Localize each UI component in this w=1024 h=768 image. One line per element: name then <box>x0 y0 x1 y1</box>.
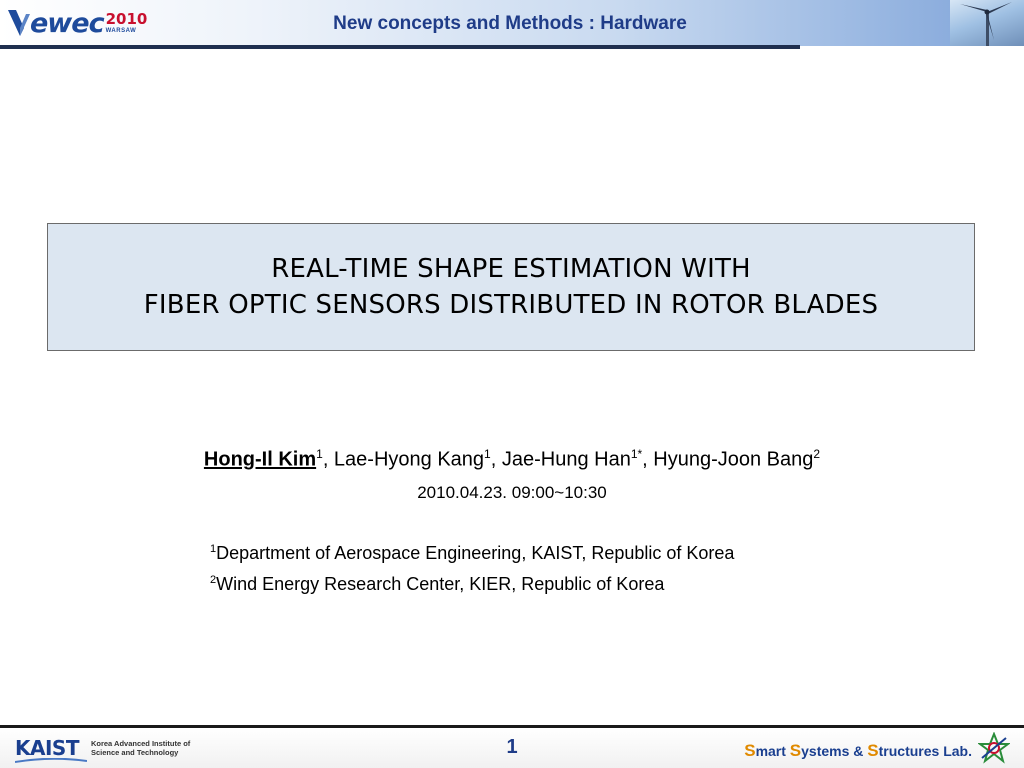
slide-title-line-2: FIBER OPTIC SENSORS DISTRIBUTED IN ROTOR BLADES <box>143 290 879 320</box>
header-divider <box>0 45 800 49</box>
wind-turbine-icon <box>950 0 1024 46</box>
presenter-affil-sup: 1 <box>316 447 323 461</box>
author-2-sup: 1 <box>484 447 491 461</box>
ewec-logo-year: 2010 <box>105 10 148 28</box>
author-3: , Jae-Hung Han <box>490 448 631 471</box>
slide-header <box>0 0 1024 46</box>
author-2: , Lae-Hyong Kang <box>322 448 485 471</box>
kaist-subtitle-line-2: Science and Technology <box>90 748 179 757</box>
affiliation-1-text: Department of Aerospace Engineering, KAIST, Republic of Korea <box>216 543 735 563</box>
presentation-date: 2010.04.23. 09:00~10:30 <box>417 483 607 502</box>
slide-footer <box>0 728 1024 768</box>
ewec-logo-city: WARSAW <box>105 28 137 34</box>
affiliation-2-text: Wind Energy Research Center, KIER, Republic of Korea <box>216 574 665 594</box>
affiliation-1 <box>210 536 734 567</box>
affiliation-2-sup: 2 <box>210 574 217 586</box>
presenter-name: Hong-Il Kim <box>203 448 317 471</box>
affiliation-2 <box>210 567 734 598</box>
page-number: 1 <box>506 736 518 758</box>
wind-turbine-photo <box>950 0 1024 46</box>
ewec-logo-text: ewec <box>30 7 104 39</box>
lab-logo-icon <box>978 732 1010 764</box>
slide-title-line-1: REAL-TIME SHAPE ESTIMATION WITH <box>271 254 751 284</box>
kaist-subtitle-line-1: Korea Advanced Institute of <box>90 739 191 748</box>
kaist-logo-text: KAIST <box>15 736 79 760</box>
affiliation-1-sup: 1 <box>210 543 217 555</box>
author-4: , Hyung-Joon Bang <box>642 448 814 471</box>
lab-name: Smart Systems & Structures Lab. <box>744 741 972 760</box>
author-4-sup: 2 <box>813 447 821 461</box>
author-list <box>0 447 1024 472</box>
author-3-sup: 1* <box>630 447 643 461</box>
slide-title-box <box>47 223 975 351</box>
header-title: New concepts and Methods : Hardware <box>333 13 687 34</box>
affiliation-list <box>210 536 734 598</box>
